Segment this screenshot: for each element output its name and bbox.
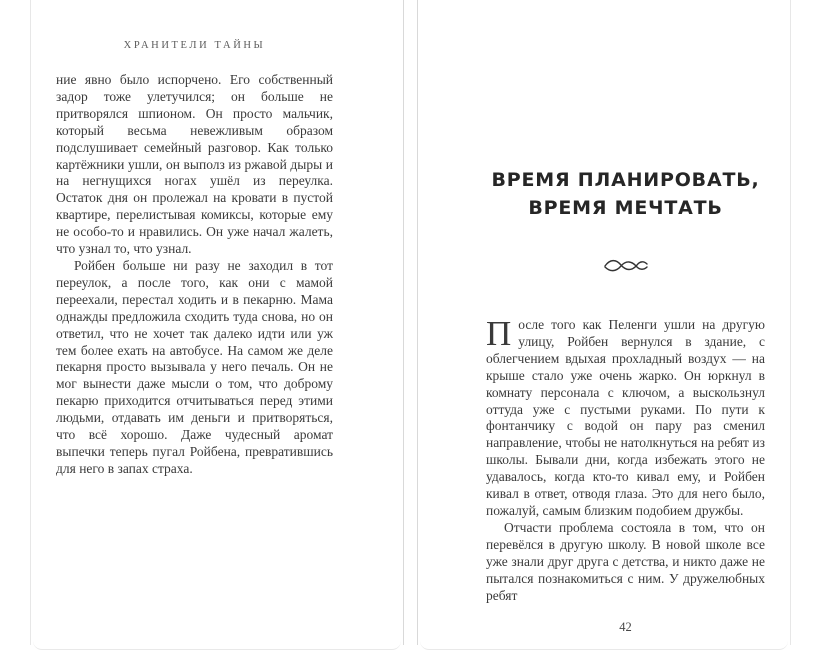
paragraph-text: осле того как Пеленги ушли на другую улицу, Ройбен вернулся в здание, с облегчением вдыхая прохладный воздух — на крыше стало уже очень жарко. Он юркнул в комнату персонала с ключом, а выскользнул оттуда уже с пустыми руками. По пути к фонтанчику с водой он пару раз сменил направление, чтобы не натолкнуться на ребят из школы. Бывали дни, когда избежать этого не удавалось, когда кто-то кивал ему, и Ройбен кивал в ответ, отводя глаза. Это для него было, пожалуй, самым близким подобием дружбы. <box>486 317 765 518</box>
chapter-divider <box>486 258 765 279</box>
chapter-title-line: ВРЕМЯ ПЛАНИРОВАТЬ, <box>491 169 760 191</box>
running-header: ХРАНИТЕЛИ ТАЙНЫ <box>123 40 266 51</box>
chapter-title <box>486 166 765 222</box>
squiggle-divider-icon <box>603 258 649 274</box>
left-page <box>30 0 404 645</box>
left-page-body <box>56 72 333 478</box>
chapter-title-line: ВРЕМЯ МЕЧТАТЬ <box>528 197 723 219</box>
right-page-body <box>486 314 765 604</box>
drop-cap: П <box>486 314 512 353</box>
paragraph: Отчасти проблема состояла в том, что он перевёлся в другую школу. В новой школе все уже знали друг друга с детства, и никто даже не пытался познакомиться с ним. У дружелюбных ребят <box>486 519 765 603</box>
paragraph: ние явно было испорчено. Его собственный задор тоже улетучился; он больше не притворялся шпионом. Он просто мальчик, который весьма невежливым образом подслушивает семейный разговор. Как только картёжники ушли, он выполз из ржавой дыры и на негнущихся ногах ушёл из переулка. Остаток дня он пролежал на кровати в пустой квартире, перелистывая комиксы, которые ему не особо-то и нравились. Он уже начал жалеть, что узнал то, что узнал. <box>56 72 333 257</box>
page-number: 42 <box>619 620 632 635</box>
paragraph-with-dropcap <box>486 314 765 520</box>
paragraph: Ройбен больше ни разу не заходил в тот переулок, а после того, как они с мамой переехали, перестал ходить и в пекарню. Мама однажды предложила сходить туда снова, но он ответил, что не хочет так далеко идти или уж тем более ехать на автобусе. На самом же деле пекарня просто вызывала у него печаль. Он не мог вынести даже мысли о том, что доброму пекарю приходится отчитываться перед этими людьми, отдавать им деньги и притворяться, что всё хорошо. Даже чудесный аромат выпечки теперь пугал Ройбена, превратившись для него в запах страха. <box>56 257 333 476</box>
right-page <box>417 0 791 645</box>
